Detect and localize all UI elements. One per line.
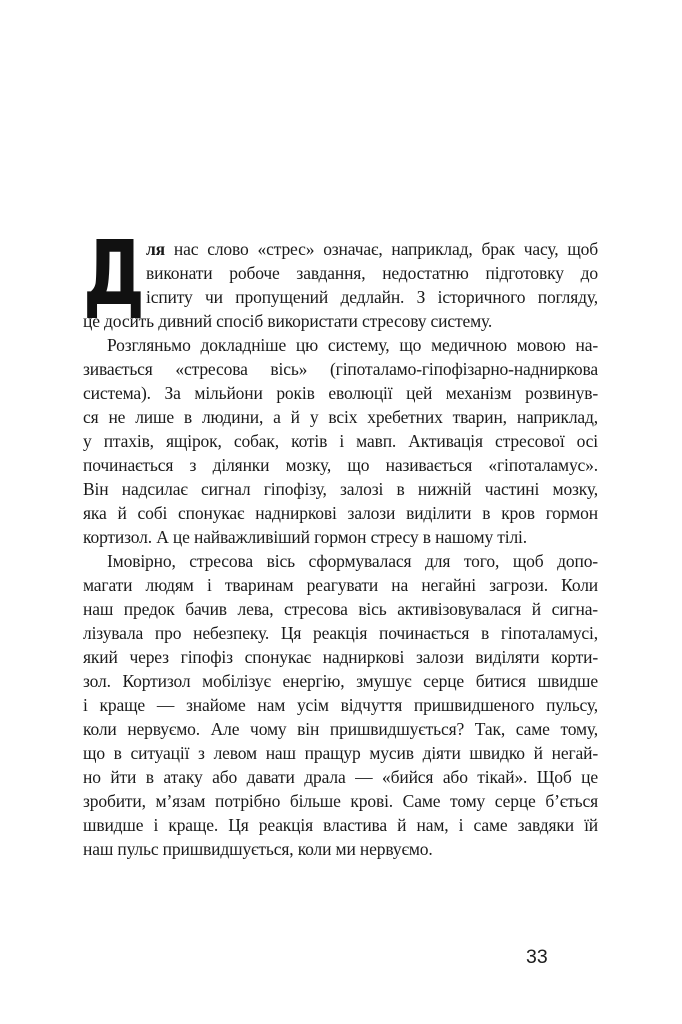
text-line: у птахів, ящірок, собак, котів і мавп. Активація стресової осі — [83, 431, 598, 451]
body-text — [83, 221, 598, 861]
text-line: наш пульс пришвидшується, коли ми нервуємо. — [83, 839, 433, 859]
drop-cap-letter: Д — [83, 221, 145, 325]
text-line: ся не лише в людини, а й у всіх хребетних тварин, наприклад, — [83, 407, 598, 427]
page-number: 33 — [526, 946, 548, 968]
text-line: зробити, м’язам потрібно більше крові. Саме тому серце б’ється — [83, 791, 598, 811]
text-line: виконати робоче завдання, недостатню підготовку до — [146, 263, 598, 283]
text-line: що в ситуації з левом наш пращур мусив діяти швидко й негай- — [83, 743, 598, 763]
text-line: кортизол. А це найважливіший гормон стресу в нашому тілі. — [83, 527, 527, 547]
text-line: яка й собі спонукає надниркові залози виділити в кров гормон — [83, 503, 598, 523]
text-line: магати людям і тваринам реагувати на негайні загрози. Коли — [83, 575, 598, 595]
text-line: іспиту чи пропущений дедлайн. З історичного погляду, — [146, 287, 598, 307]
text-line: це досить дивний спосіб використати стресову систему. — [83, 311, 493, 331]
paragraph — [83, 333, 598, 549]
text-line: який через гіпофіз спонукає надниркові залози виділяти корти- — [83, 647, 598, 667]
text-line: швидше і краще. Ця реакція властива й нам, і саме завдяки їй — [83, 815, 598, 835]
paragraph — [83, 221, 598, 333]
text-line: зивається «стресова вісь» (гіпоталамо-гіпофізарно-надниркова — [83, 359, 598, 379]
text-line: система). За мільйони років еволюції цей механізм розвинув- — [83, 383, 598, 403]
text-line: зол. Кортизол мобілізує енергію, змушує серце битися швидше — [83, 671, 598, 691]
text-line: но йти в атаку або давати драла — «бийся або тікай». Щоб це — [83, 767, 598, 787]
bold-lead: ля — [146, 239, 165, 259]
paragraph — [83, 549, 598, 861]
text-line: Розгляньмо докладніше цю систему, що медичною мовою на- — [107, 335, 598, 355]
text-line: починається з ділянки мозку, що називається «гіпоталамус». — [83, 455, 598, 475]
text-line: і краще — знайоме нам усім відчуття пришвидшеного пульсу, — [83, 695, 598, 715]
text-line: ля нас слово «стрес» означає, наприклад, брак часу, щоб — [146, 239, 598, 259]
text-line: лізувала про небезпеку. Ця реакція починається в гіпоталамусі, — [83, 623, 598, 643]
text-line: коли нервуємо. Але чому він пришвидшується? Так, саме тому, — [83, 719, 598, 739]
text-line: Імовірно, стресова вісь сформувалася для того, щоб допо- — [107, 551, 598, 571]
text-line: наш предок бачив лева, стресова вісь активізовувалася й сигна- — [83, 599, 598, 619]
text-line: Він надсилає сигнал гіпофізу, залозі в нижній частині мозку, — [83, 479, 598, 499]
